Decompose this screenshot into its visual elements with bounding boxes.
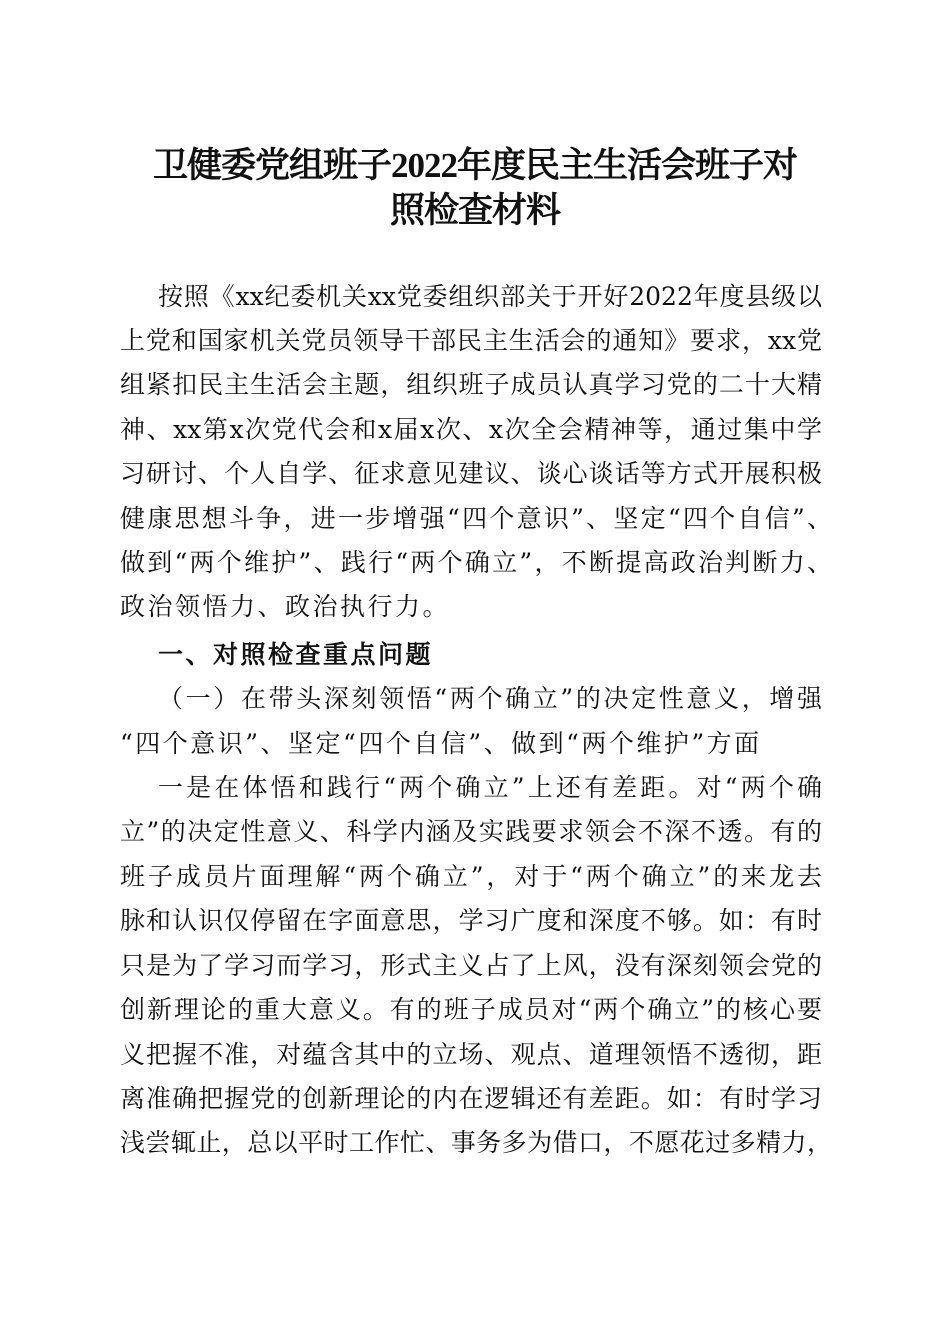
text-line: 只是为了学习而学习，形式主义占了上风，没有深刻领会党的: [120, 951, 822, 980]
text-line: 政治领悟力、政治执行力。: [120, 592, 451, 621]
text-line: “四个意识”、坚定“四个自信”、做到“两个维护”方面: [120, 729, 762, 758]
text-line: 健康思想斗争，进一步增强“四个意识”、坚定“四个自信”、: [120, 504, 832, 533]
text-line: 一是在体悟和践行“两个确立”上还有差距。对“两个确: [158, 773, 822, 802]
text-line: （一）在带头深刻领悟“两个确立”的决定性意义，增强: [158, 684, 822, 713]
text-line: 习研讨、个人自学、征求意见建议、谈心谈话等方式开展积极: [120, 459, 822, 488]
document-title-line-2: 照检查材料: [389, 191, 560, 230]
text-line: 组紧扣民主生活会主题，组织班子成员认真学习党的二十大精: [120, 370, 822, 399]
text-line: 做到“两个维护”、践行“两个确立”，不断提高政治判断力、: [120, 548, 832, 577]
text-line: 浅尝辄止，总以平时工作忙、事务多为借口，不愿花过多精力，: [120, 1128, 832, 1157]
text-line: 创新理论的重大意义。有的班子成员对“两个确立”的核心要: [120, 995, 822, 1024]
text-line: 离准确把握党的创新理论的内在逻辑还有差距。如：有时学习: [120, 1084, 822, 1113]
text-line: 脉和认识仅停留在字面意思，学习广度和深度不够。如：有时: [120, 906, 822, 935]
document-title-line-1: 卫健委党组班子2022年度民主生活会班子对: [152, 146, 797, 185]
text-line: 神、xx第x次党代会和x届x次、x次全会精神等，通过集中学: [120, 415, 822, 444]
text-line: 义把握不准，对蕴含其中的立场、观点、道理领悟不透彻，距: [120, 1040, 822, 1069]
text-line: 立”的决定性意义、科学内涵及实践要求领会不深不透。有的: [120, 817, 822, 846]
text-line: 班子成员片面理解“两个确立”，对于“两个确立”的来龙去: [120, 862, 822, 891]
text-line: 按照《xx纪委机关xx党委组织部关于开好2022年度县级以: [158, 282, 822, 311]
section-heading: 一、对照检查重点问题: [158, 640, 434, 669]
text-line: 上党和国家机关党员领导干部民主生活会的通知》要求，xx党: [120, 326, 822, 355]
